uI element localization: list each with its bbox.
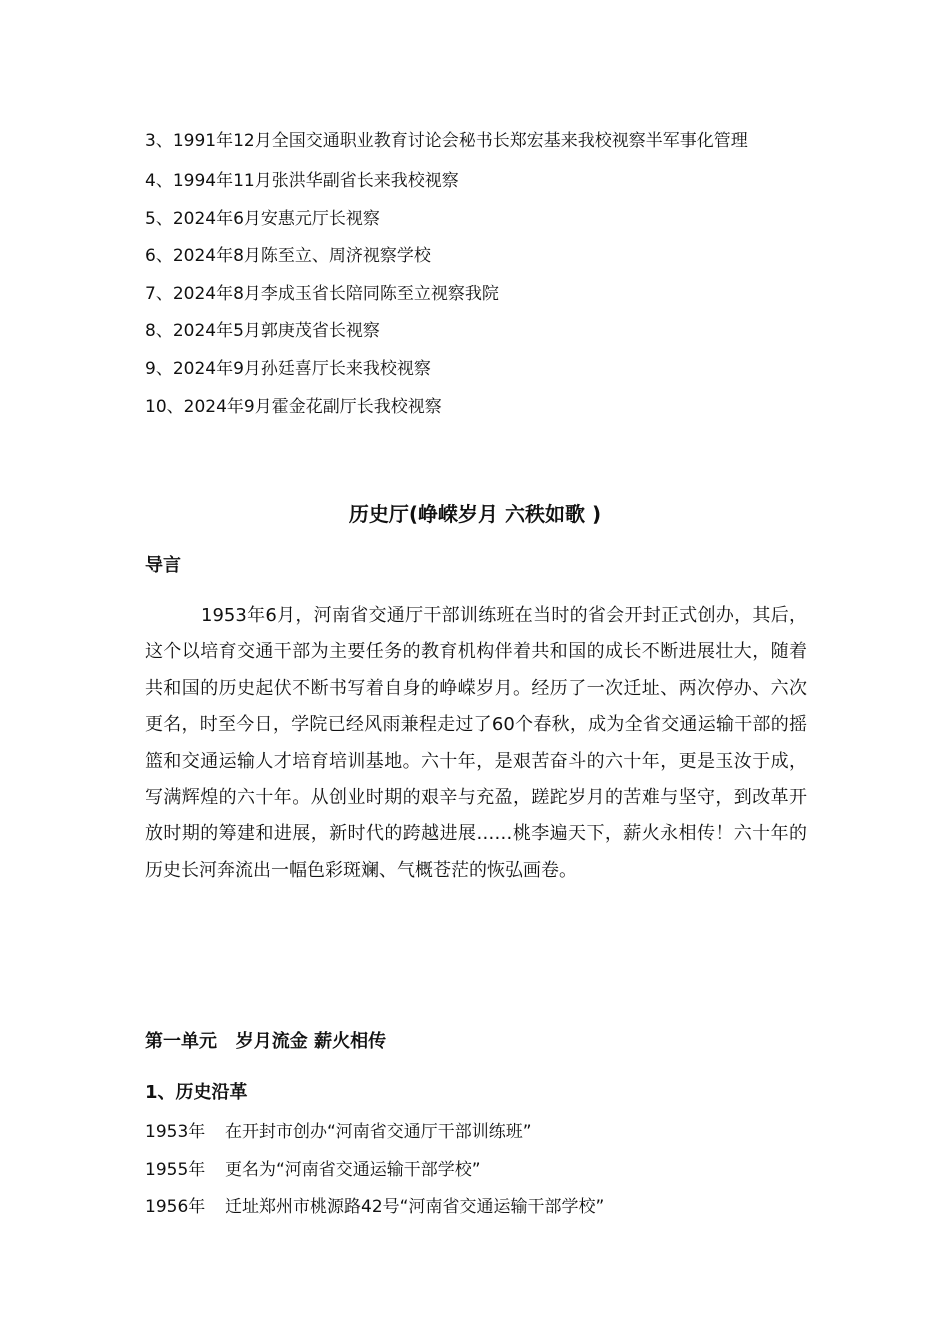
list-item: 9、2024年9月孙廷喜厅长来我校视察 [145, 358, 431, 379]
hall-title: 历史厅(峥嵘岁月 六秩如歌 ) [348, 502, 602, 526]
timeline-event: 更名为“河南省交通运输干部学校” [225, 1159, 481, 1180]
list-item: 7、2024年8月李成玉省长陪同陈至立视察我院 [145, 283, 499, 304]
list-item: 6、2024年8月陈至立、周济视察学校 [145, 246, 431, 267]
timeline-year: 1955年 [145, 1159, 206, 1180]
timeline-row [145, 1152, 815, 1190]
timeline-event: 迁址郑州市桃源路42号“河南省交通运输干部学校” [225, 1197, 605, 1217]
list-item: 4、1994年11月张洪华副省长来我校视察 [145, 171, 459, 191]
visit-list [145, 121, 815, 426]
intro-paragraph: 1953年6月，河南省交通厅干部训练班在当时的省会开封正式创办，其后，这个以培育交通干部为主要任务的教育机构伴着共和国的成长不断进展壮大，随着共和国的历史起伏不断书写着自身的峥嵘岁月。经历了一次迁址、两次停办、六次更名，时至今日，学院已经风雨兼程走过了60个春秋，成为全省交通运输干部的摇篮和交通运输人才培育培训基地。六十年，是艰苦奋斗的六十年，更是玉汝于成，写满辉煌的六十年。从创业时期的艰辛与充盈，蹉跎岁月的苦难与坚守，到改革开放时期的筹建和进展，新时代的跨越进展……桃李遍天下，薪火永相传！六十年的历史长河奔流出一幅色彩斑斓、气概苍茫的恢弘画卷。 [145, 605, 807, 881]
timeline-row [145, 1114, 815, 1152]
timeline-event: 在开封市创办“河南省交通厅干部训练班” [225, 1122, 532, 1142]
list-item: 5、2024年6月安惠元厅长视察 [145, 208, 380, 229]
timeline-year: 1953年 [145, 1122, 206, 1142]
list-item: 8、2024年5月郭庚茂省长视察 [145, 321, 380, 342]
intro-heading: 导言 [145, 555, 181, 576]
timeline-row [145, 1189, 815, 1227]
list-item: 10、2024年9月霍金花副厅长我校视察 [145, 396, 442, 417]
list-item: 3、1991年12月全国交通职业教育讨论会秘书长郑宏基来我校视察半军事化管理 [145, 131, 748, 151]
timeline-year: 1956年 [145, 1197, 206, 1217]
section-heading: 1、历史沿革 [145, 1082, 248, 1103]
timeline [145, 1114, 815, 1227]
unit-title: 第一单元 岁月流金 薪火相传 [145, 1031, 387, 1052]
